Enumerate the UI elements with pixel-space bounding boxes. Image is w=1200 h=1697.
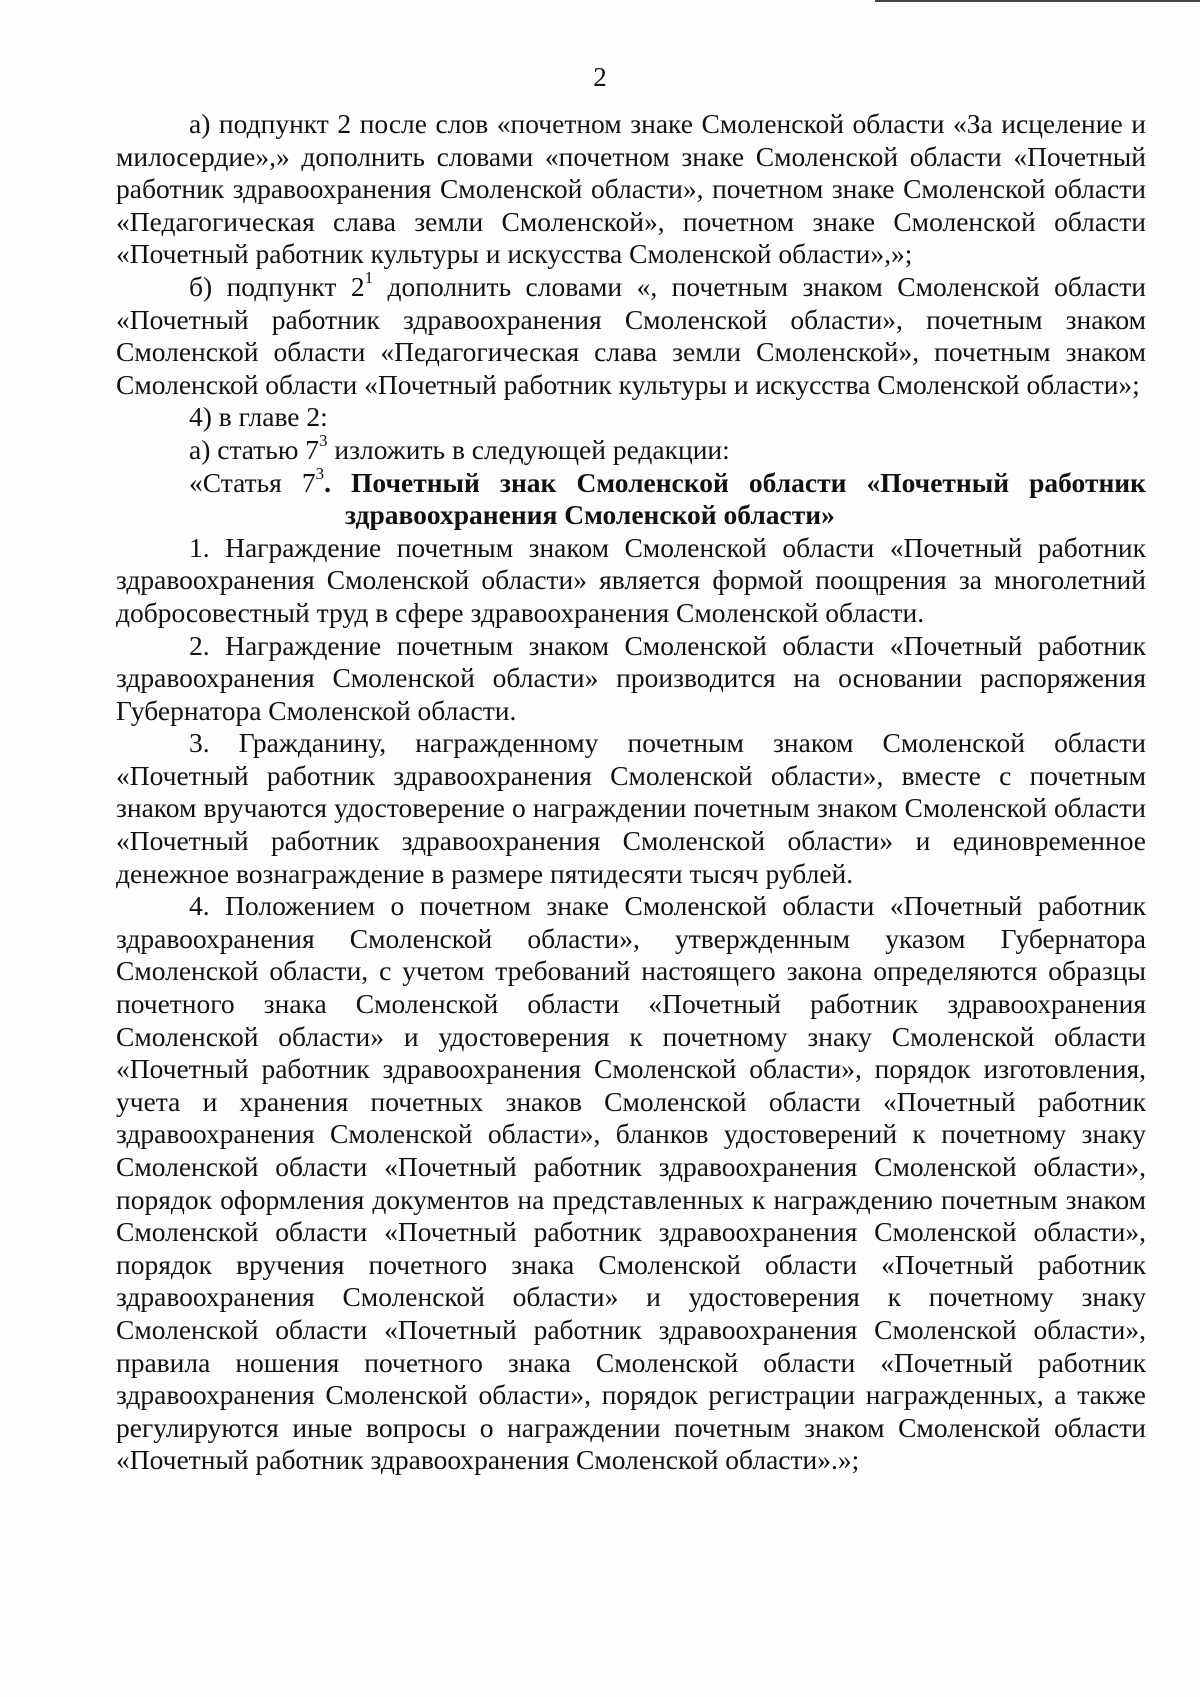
paragraph-subitem-b-rest: дополнить словами «, почетным знаком Смоленской области «Почетный работник здравоохранения Смоленской области», почетным знаком Смоленской области «Педагогическая слава земли Смоленской», почетным знаком Смоленской области «Почетный работник культуры и искусства Смоленской области»;: [116, 270, 1147, 400]
paragraph-article-edit-rest: изложить в следующей редакции:: [327, 433, 730, 465]
paragraph-article-edit-start: а) статью 7: [189, 433, 320, 465]
article-heading-lead: «Статья 7: [189, 466, 316, 498]
paragraph-subitem-b: [116, 268, 1147, 401]
paragraph-subitem-a: а) подпункт 2 после слов «почетном знаке Смоленской области «За исцеление и милосердие»,» дополнить словами «почетном знаке Смоленской области «Почетный работник здравоохранения Смоленской области», почетном знаке Смоленской области «Педагогическая слава земли Смоленской», почетном знаке Смоленской области «Почетный работник культуры и искусства Смоленской области»,»;: [116, 108, 1146, 270]
document-body: [116, 108, 1146, 1477]
paragraph-item-4: 4. Положением о почетном знаке Смоленской области «Почетный работник здравоохранения Смоленской области», утвержденным указом Губернатора Смоленской области, с учетом требований настоящего закона определяются образцы почетного знака Смоленской области «Почетный работник здравоохранения Смоленской области» и удостоверения к почетному знаку Смоленской области «Почетный работник здравоохранения Смоленской области», порядок изготовления, учета и хранения почетных знаков Смоленской области «Почетный работник здравоохранения Смоленской области», бланков удостоверений к почетному знаку Смоленской области «Почетный работник здравоохранения Смоленской области», порядок оформления документов на представленных к награждению почетным знаком Смоленской области «Почетный работник здравоохранения Смоленской области», порядок вручения почетного знака Смоленской области «Почетный работник здравоохранения Смоленской области» и удостоверения к почетному знаку Смоленской области «Почетный работник здравоохранения Смоленской области», правила ношения почетного знака Смоленской области «Почетный работник здравоохранения Смоленской области», порядок регистрации награжденных, а также регулируются иные вопросы о награждении почетным знаком Смоленской области «Почетный работник здравоохранения Смоленской области».»;: [116, 890, 1146, 1476]
article-heading: [116, 463, 1146, 532]
paragraph-article-edit: [116, 431, 1146, 467]
paragraph-chapter-2: 4) в главе 2:: [189, 401, 328, 433]
paragraph-item-2: 2. Награждение почетным знаком Смоленской области «Почетный работник здравоохранения Смоленской области» производится на основании распоряжения Губернатора Смоленской области.: [116, 629, 1146, 726]
article-heading-superscript: 3: [315, 463, 325, 483]
scan-edge-line: [875, 0, 1200, 2]
article-heading-title-2: здравоохранения Смоленской области»: [345, 499, 835, 531]
paragraph-item-3: 3. Гражданину, награжденному почетным знаком Смоленской области «Почетный работник здравоохранения Смоленской области», вместе с почетным знаком вручаются удостоверение о награждении почетным знаком Смоленской области «Почетный работник здравоохранения Смоленской области» и единовременное денежное вознаграждение в размере пятидесяти тысяч рублей.: [116, 727, 1146, 889]
superscript-three: 3: [319, 431, 328, 451]
superscript-one: 1: [364, 268, 374, 288]
article-heading-title-1: Почетный знак Смоленской области «Почетный работник: [351, 466, 1146, 498]
paragraph-subitem-b-start: б) подпункт 2: [189, 270, 365, 302]
paragraph-item-1: 1. Награждение почетным знаком Смоленской области «Почетный работник здравоохранения Смоленской области» является формой поощрения за многолетний добросовестный труд в сфере здравоохранения Смоленской области.: [116, 531, 1146, 628]
article-heading-dot: .: [324, 466, 352, 498]
page-number: 2: [593, 62, 607, 92]
article-heading-line-1: [116, 463, 1146, 500]
